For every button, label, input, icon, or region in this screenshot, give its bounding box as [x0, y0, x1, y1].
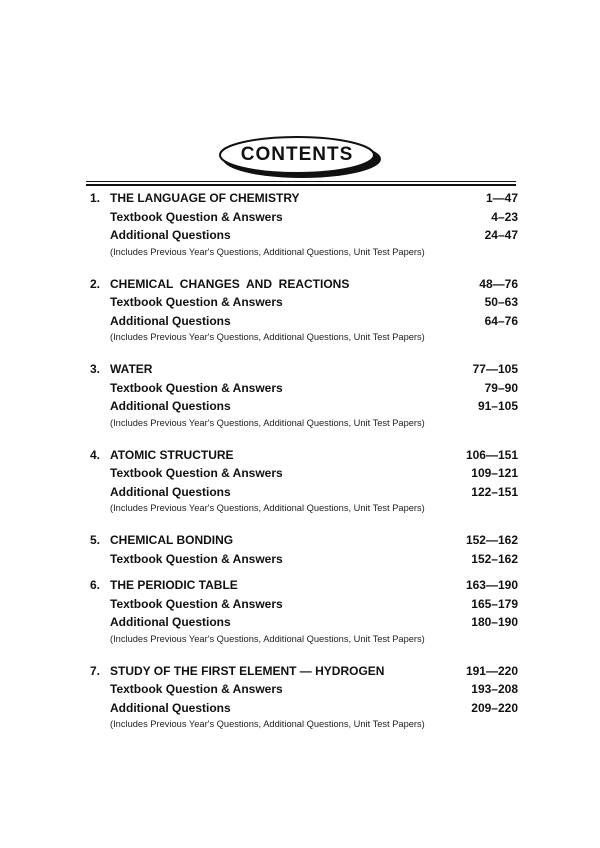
chapter-row[interactable]	[90, 531, 518, 550]
item-pages: 79–90	[484, 380, 518, 395]
toc-item[interactable]	[90, 312, 518, 331]
chapter-row[interactable]	[90, 360, 518, 379]
chapter-row[interactable]	[90, 275, 518, 294]
chapter-title: ATOMIC STRUCTURE	[110, 447, 234, 462]
item-pages: 109–121	[471, 466, 518, 480]
chapter-pages: 77—105	[472, 362, 518, 376]
chapter-row[interactable]	[90, 576, 518, 595]
item-pages: 180–190	[471, 615, 518, 629]
chapter-5	[90, 531, 518, 568]
item-label: Additional Questions	[110, 615, 231, 629]
chapter-note: (Includes Previous Year's Questions, Additional Questions, Unit Test Papers)	[110, 633, 425, 644]
item-pages: 193–208	[471, 682, 518, 696]
chapter-pages: 152—162	[465, 533, 518, 547]
chapter-title: WATER	[110, 362, 153, 376]
chapter-number: 1.	[90, 191, 101, 205]
title-rule-top	[86, 181, 516, 182]
chapter-pages: 163—190	[465, 578, 518, 592]
item-pages: 64–76	[484, 313, 518, 328]
item-label: Additional Questions	[110, 228, 231, 242]
toc-item[interactable]	[90, 226, 518, 245]
chapter-number: 2.	[90, 276, 101, 291]
contents-title-badge	[218, 135, 384, 179]
toc-item[interactable]	[90, 464, 518, 483]
item-label: Textbook Question & Answers	[110, 551, 283, 566]
chapter-note: (Includes Previous Year's Questions, Additional Questions, Unit Test Papers)	[110, 246, 425, 257]
toc-item[interactable]	[90, 595, 518, 614]
item-label: Textbook Question & Answers	[110, 209, 283, 224]
chapter-pages: 48—76	[479, 276, 518, 291]
chapter-row[interactable]	[90, 662, 518, 681]
item-pages: 122–151	[471, 484, 518, 499]
chapter-number: 3.	[90, 362, 101, 376]
title-rule-bottom	[86, 184, 516, 186]
chapter-pages: 191—220	[465, 663, 518, 678]
item-label: Textbook Question & Answers	[110, 380, 283, 395]
chapter-title: THE LANGUAGE OF CHEMISTRY	[110, 191, 300, 205]
item-label: Textbook Question & Answers	[110, 466, 283, 480]
chapter-pages: 1—47	[485, 191, 518, 205]
chapter-1	[90, 189, 518, 259]
chapter-title: CHEMICAL CHANGES AND REACTIONS	[110, 276, 350, 291]
chapter-row[interactable]	[90, 446, 518, 465]
toc-item[interactable]	[90, 699, 518, 718]
chapter-4	[90, 446, 518, 516]
chapter-number: 6.	[90, 578, 101, 592]
chapter-number: 7.	[90, 663, 101, 678]
chapter-7	[90, 662, 518, 732]
chapter-row[interactable]	[90, 189, 518, 208]
chapter-note: (Includes Previous Year's Questions, Additional Questions, Unit Test Papers)	[110, 332, 425, 342]
item-label: Additional Questions	[110, 484, 231, 499]
toc-item[interactable]	[90, 680, 518, 699]
item-label: Textbook Question & Answers	[110, 682, 283, 696]
chapter-6	[90, 576, 518, 646]
toc-item[interactable]	[90, 613, 518, 632]
toc-item[interactable]	[90, 483, 518, 502]
toc-item[interactable]	[90, 293, 518, 312]
item-pages: 50–63	[484, 295, 518, 309]
chapter-note: (Includes Previous Year's Questions, Additional Questions, Unit Test Papers)	[110, 503, 425, 513]
item-pages: 4–23	[491, 209, 518, 224]
chapter-note: (Includes Previous Year's Questions, Additional Questions, Unit Test Papers)	[110, 417, 425, 428]
chapter-pages: 106—151	[465, 447, 518, 462]
page-title: CONTENTS	[240, 144, 354, 165]
toc-item[interactable]	[90, 550, 518, 569]
chapter-title: STUDY OF THE FIRST ELEMENT — HYDROGEN	[110, 663, 385, 678]
chapter-number: 5.	[90, 533, 101, 547]
item-label: Additional Questions	[110, 700, 231, 715]
toc-item[interactable]	[90, 397, 518, 416]
table-of-contents	[90, 189, 518, 747]
chapter-title: THE PERIODIC TABLE	[110, 578, 238, 592]
chapter-3	[90, 360, 518, 430]
chapter-2	[90, 275, 518, 345]
item-pages: 91–105	[477, 399, 518, 413]
item-pages: 209–220	[471, 700, 518, 715]
toc-item[interactable]	[90, 208, 518, 227]
item-pages: 165–179	[471, 596, 518, 611]
item-pages: 152–162	[471, 551, 518, 566]
item-label: Additional Questions	[110, 313, 231, 328]
item-label: Textbook Question & Answers	[110, 295, 283, 309]
chapter-number: 4.	[90, 447, 101, 462]
chapter-title: CHEMICAL BONDING	[110, 533, 234, 547]
item-label: Additional Questions	[110, 399, 231, 413]
item-label: Textbook Question & Answers	[110, 596, 283, 611]
chapter-note: (Includes Previous Year's Questions, Additional Questions, Unit Test Papers)	[110, 719, 425, 729]
toc-item[interactable]	[90, 379, 518, 398]
item-pages: 24–47	[484, 228, 518, 242]
